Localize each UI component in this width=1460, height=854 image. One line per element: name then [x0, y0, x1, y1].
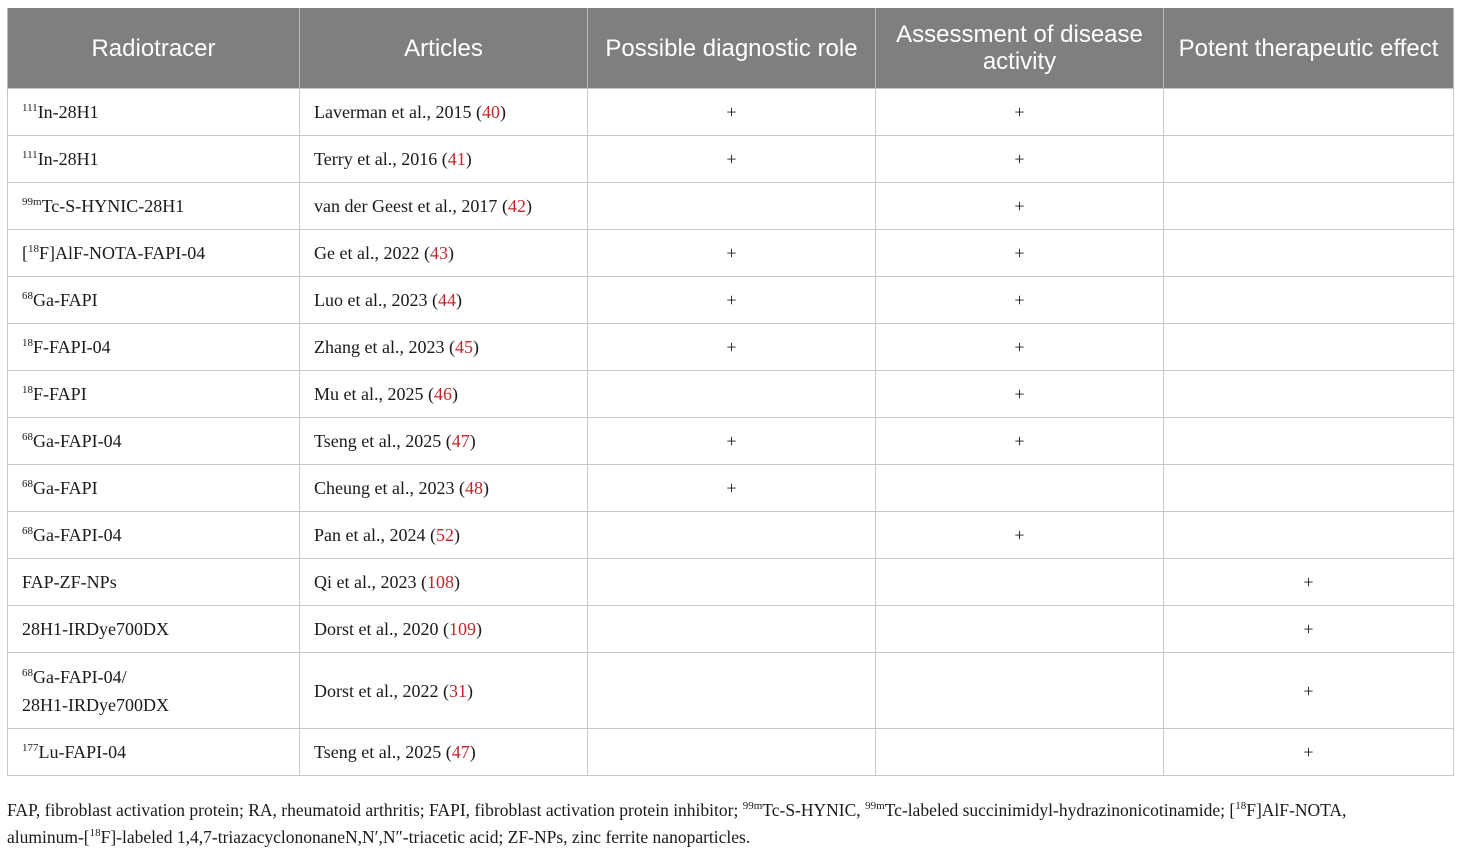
cell-radiotracer: [8, 277, 300, 324]
article-citation: Luo et al., 2023: [314, 289, 428, 310]
cell-diagnostic: [588, 183, 876, 230]
cell-activity: +: [876, 230, 1164, 277]
table-row: [8, 653, 1454, 729]
cell-radiotracer: [8, 465, 300, 512]
radiotracer-table: [7, 8, 1454, 776]
footnote-text: FAP, fibroblast activation protein; RA, rheumatoid arthritis; FAPI, fibroblast activation protein inhibitor;: [7, 800, 743, 820]
cell-article: Zhang et al., 2023 (45): [300, 324, 588, 371]
reference-link[interactable]: 52: [435, 524, 454, 545]
footnote-text: F]-labeled 1,4,7-triazacyclononaneN,N′,N″-triacetic acid; ZF-NPs, zinc ferrite nanoparticles.: [100, 827, 751, 847]
table-row: [8, 559, 1454, 606]
cell-diagnostic: [588, 653, 876, 729]
header-radiotracer: Radiotracer: [8, 8, 300, 89]
table-header-row: [8, 8, 1454, 89]
article-citation: van der Geest et al., 2017: [314, 195, 498, 216]
article-citation: Zhang et al., 2023: [314, 336, 445, 357]
cell-radiotracer: [8, 512, 300, 559]
tracer-name: Ga-FAPI: [33, 289, 98, 310]
isotope-mass: 68: [22, 666, 33, 679]
tracer-name: F-FAPI: [33, 383, 87, 404]
tracer-name: Tc-S-HYNIC-28H1: [41, 195, 185, 216]
cell-therapy: [1164, 512, 1454, 559]
footnote-sup: 18: [89, 827, 101, 839]
table-row: [8, 136, 1454, 183]
cell-article: Luo et al., 2023 (44): [300, 277, 588, 324]
header-articles: Articles: [300, 8, 588, 89]
header-diagnostic-role: Possible diagnostic role: [588, 8, 876, 89]
reference-link[interactable]: 42: [507, 195, 526, 216]
tracer-name: In-28H1: [37, 148, 99, 169]
cell-therapy: [1164, 277, 1454, 324]
tracer-name-cont: 28H1-IRDye700DX: [22, 694, 169, 715]
cell-article: Ge et al., 2022 (43): [300, 230, 588, 277]
reference-link[interactable]: 46: [434, 383, 452, 404]
cell-therapy: [1164, 465, 1454, 512]
cell-diagnostic: +: [588, 465, 876, 512]
article-citation: Laverman et al., 2015: [314, 101, 472, 122]
article-citation: Ge et al., 2022: [314, 242, 420, 263]
cell-therapy: [1164, 230, 1454, 277]
isotope-mass: 18: [22, 336, 33, 349]
cell-diagnostic: +: [588, 324, 876, 371]
tracer-name: F-FAPI-04: [33, 336, 111, 357]
cell-diagnostic: +: [588, 277, 876, 324]
cell-radiotracer: [8, 136, 300, 183]
cell-diagnostic: [588, 371, 876, 418]
cell-radiotracer: [8, 606, 300, 653]
cell-article: Cheung et al., 2023 (48): [300, 465, 588, 512]
tracer-name: Ga-FAPI: [33, 477, 98, 498]
footnote-text: Tc-labeled succinimidyl-hydrazinonicotinamide; [: [884, 800, 1236, 820]
cell-radiotracer: [8, 324, 300, 371]
cell-article: Laverman et al., 2015 (40): [300, 89, 588, 136]
cell-article: Dorst et al., 2020 (109): [300, 606, 588, 653]
reference-link[interactable]: 44: [437, 289, 456, 310]
cell-activity: [876, 559, 1164, 606]
cell-activity: +: [876, 512, 1164, 559]
table-row: [8, 729, 1454, 776]
footnote-sup: 99m: [742, 800, 763, 812]
cell-activity: [876, 729, 1164, 776]
reference-link[interactable]: 47: [451, 741, 470, 762]
isotope-mass: 18: [28, 242, 39, 255]
table-row: [8, 512, 1454, 559]
table-row: [8, 418, 1454, 465]
reference-link[interactable]: 48: [464, 477, 483, 498]
table-container: [7, 8, 1453, 776]
cell-article: Tseng et al., 2025 (47): [300, 729, 588, 776]
tracer-name: F]AlF-NOTA-FAPI-04: [39, 242, 206, 263]
cell-diagnostic: +: [588, 89, 876, 136]
cell-activity: [876, 653, 1164, 729]
cell-therapy: [1164, 89, 1454, 136]
cell-therapy: [1164, 136, 1454, 183]
cell-diagnostic: +: [588, 136, 876, 183]
reference-link[interactable]: 108: [426, 571, 454, 592]
cell-activity: +: [876, 371, 1164, 418]
article-citation: Cheung et al., 2023: [314, 477, 455, 498]
footnote-sup: 99m: [865, 800, 885, 812]
cell-radiotracer: [8, 559, 300, 606]
isotope-mass: 99m: [22, 195, 42, 208]
footnote-text: aluminum-[: [7, 827, 90, 847]
cell-therapy: [1164, 418, 1454, 465]
footnote-text: F]AlF-NOTA,: [1246, 800, 1347, 820]
article-citation: Tseng et al., 2025: [314, 741, 442, 762]
article-citation: Tseng et al., 2025: [314, 430, 442, 451]
table-row: [8, 230, 1454, 277]
isotope-mass: 68: [22, 289, 33, 302]
cell-radiotracer: [8, 371, 300, 418]
cell-activity: +: [876, 183, 1164, 230]
article-citation: Mu et al., 2025: [314, 383, 424, 404]
tracer-prefix: [: [22, 242, 28, 263]
cell-article: Pan et al., 2024 (52): [300, 512, 588, 559]
reference-link[interactable]: 109: [448, 618, 476, 639]
table-row: [8, 465, 1454, 512]
cell-activity: +: [876, 136, 1164, 183]
isotope-mass: 68: [22, 477, 33, 490]
reference-link[interactable]: 43: [429, 242, 448, 263]
isotope-mass: 111: [22, 101, 38, 114]
cell-activity: +: [876, 89, 1164, 136]
isotope-mass: 111: [22, 148, 38, 161]
article-citation: Qi et al., 2023: [314, 571, 417, 592]
tracer-name: Ga-FAPI-04/: [33, 666, 127, 687]
cell-diagnostic: [588, 729, 876, 776]
reference-link[interactable]: 41: [447, 148, 466, 169]
table-row: [8, 183, 1454, 230]
cell-radiotracer: [8, 183, 300, 230]
cell-therapy: +: [1164, 606, 1454, 653]
cell-diagnostic: [588, 512, 876, 559]
cell-diagnostic: [588, 606, 876, 653]
reference-link[interactable]: 45: [454, 336, 473, 357]
cell-activity: +: [876, 277, 1164, 324]
cell-therapy: +: [1164, 559, 1454, 606]
cell-activity: [876, 465, 1164, 512]
cell-radiotracer: [8, 230, 300, 277]
cell-radiotracer: [8, 653, 300, 729]
tracer-name: FAP-ZF-NPs: [22, 571, 117, 592]
isotope-mass: 68: [22, 430, 33, 443]
cell-article: Qi et al., 2023 (108): [300, 559, 588, 606]
cell-radiotracer: [8, 418, 300, 465]
reference-link[interactable]: 47: [451, 430, 470, 451]
cell-therapy: +: [1164, 729, 1454, 776]
tracer-name: Ga-FAPI-04: [33, 430, 122, 451]
header-disease-activity: Assessment of disease activity: [876, 8, 1164, 89]
table-row: [8, 89, 1454, 136]
cell-article: Tseng et al., 2025 (47): [300, 418, 588, 465]
cell-therapy: [1164, 371, 1454, 418]
cell-radiotracer: [8, 729, 300, 776]
cell-therapy: [1164, 324, 1454, 371]
article-citation: Pan et al., 2024: [314, 524, 426, 545]
table-body: [8, 89, 1454, 776]
table-footnote: [7, 797, 1453, 851]
cell-activity: +: [876, 324, 1164, 371]
cell-activity: +: [876, 418, 1164, 465]
reference-link[interactable]: 31: [448, 680, 467, 701]
footnote-text: Tc-S-HYNIC,: [762, 800, 866, 820]
article-citation: Terry et al., 2016: [314, 148, 438, 169]
cell-diagnostic: +: [588, 418, 876, 465]
cell-therapy: [1164, 183, 1454, 230]
table-row: [8, 277, 1454, 324]
header-therapeutic-effect: Potent therapeutic effect: [1164, 8, 1454, 89]
article-citation: Dorst et al., 2020: [314, 618, 439, 639]
reference-link[interactable]: 40: [481, 101, 500, 122]
tracer-name: 28H1-IRDye700DX: [22, 618, 169, 639]
cell-diagnostic: +: [588, 230, 876, 277]
footnote-sup: 18: [1235, 800, 1247, 812]
tracer-name: Lu-FAPI-04: [38, 741, 127, 762]
cell-radiotracer: [8, 89, 300, 136]
cell-article: Mu et al., 2025 (46): [300, 371, 588, 418]
cell-article: Dorst et al., 2022 (31): [300, 653, 588, 729]
article-citation: Dorst et al., 2022: [314, 680, 439, 701]
cell-article: van der Geest et al., 2017 (42): [300, 183, 588, 230]
table-row: [8, 371, 1454, 418]
isotope-mass: 18: [22, 383, 33, 396]
table-row: [8, 606, 1454, 653]
cell-article: Terry et al., 2016 (41): [300, 136, 588, 183]
cell-therapy: +: [1164, 653, 1454, 729]
table-row: [8, 324, 1454, 371]
tracer-name: In-28H1: [37, 101, 99, 122]
cell-activity: [876, 606, 1164, 653]
isotope-mass: 177: [22, 741, 39, 754]
isotope-mass: 68: [22, 524, 33, 537]
cell-diagnostic: [588, 559, 876, 606]
tracer-name: Ga-FAPI-04: [33, 524, 122, 545]
